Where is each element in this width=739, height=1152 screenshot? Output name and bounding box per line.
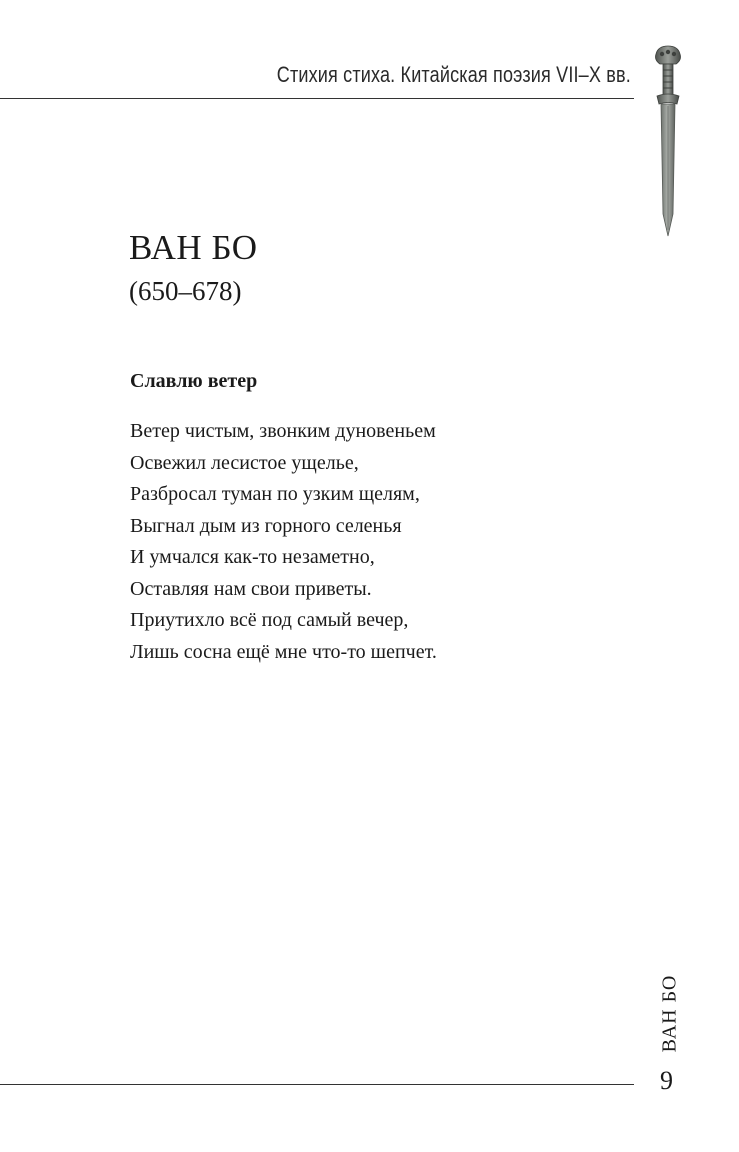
footer-divider	[0, 1084, 634, 1085]
author-name: ВАН БО	[129, 228, 258, 267]
poem-line: И умчался как-то незаметно,	[130, 546, 375, 568]
poem-line: Ветер чистым, звонким дуновеньем	[130, 420, 436, 442]
poem-line: Освежил лесистое ущелье,	[130, 451, 359, 474]
poem-line: Лишь сосна ещё мне что-то шепчет.	[130, 640, 437, 663]
running-head-title: Стихия стиха. Китайская поэзия VII–X вв.	[276, 62, 631, 87]
side-label-text: ВАН БО	[658, 974, 681, 1052]
header-divider	[0, 98, 634, 99]
poem-line: Разбросал туман по узким щелям,	[130, 483, 420, 505]
side-running-label	[653, 968, 687, 1058]
page-number: 9	[660, 1066, 673, 1095]
poem-line: Выгнал дым из горного селенья	[130, 514, 402, 537]
author-years: (650–678)	[129, 276, 242, 306]
poem-line: Оставляя нам свои приветы.	[130, 577, 372, 600]
poem-title: Славлю ветер	[130, 370, 258, 392]
dagger-icon	[648, 44, 688, 240]
poem-line: Приутихло всё под самый вечер,	[130, 609, 409, 631]
poem-body	[130, 416, 437, 668]
